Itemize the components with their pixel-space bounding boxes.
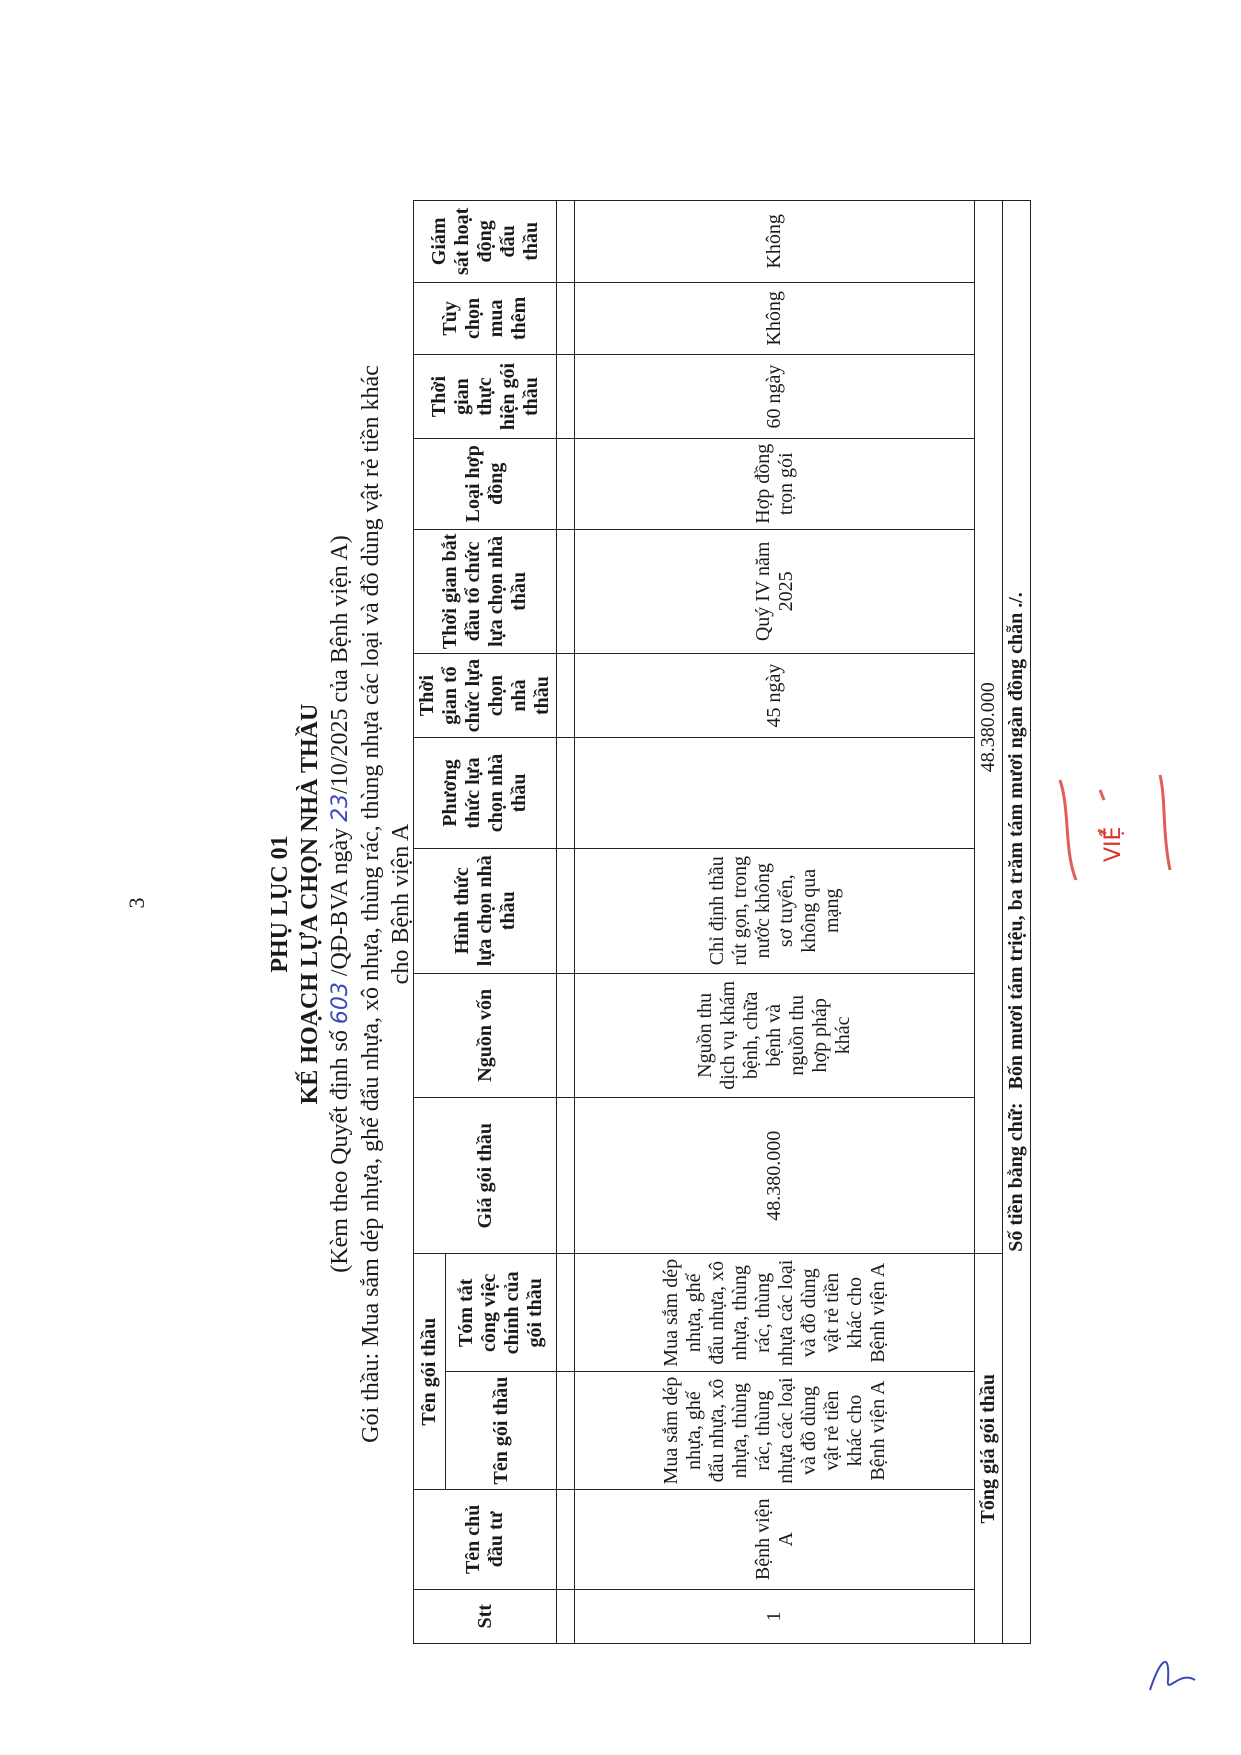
cell-form: Chỉ định thầu rút gọn, trong nước không sơ tuyển, không qua mạng [575, 848, 975, 973]
package-description: Gói thầu: Mua sắm dép nhựa, ghế đẩu nhựa, xô nhựa, thùng rác, thùng nhựa các loại và đồ dùng vật rẻ tiền khác [358, 365, 384, 1443]
header-method: Phương thức lựa chọn nhà thầu [414, 737, 557, 848]
cell-start-time: Quý IV năm 2025 [575, 529, 975, 654]
header-form: Hình thức lựa chọn nhà thầu [414, 848, 557, 973]
plan-title: KẾ HOẠCH LỰA CHỌN NHÀ THẦU [297, 703, 323, 1105]
header-stt: Stt [414, 1589, 557, 1643]
header-source: Nguồn vốn [414, 973, 557, 1098]
header-package-summary: Tóm tắt công việc chính của gói thầu [446, 1254, 557, 1372]
decision-number-handwritten: 603 [328, 982, 353, 1025]
total-value: 48.380.000 [975, 201, 1003, 1254]
stamp-text: VIỆ [1101, 826, 1126, 862]
cell-exec-time: 60 ngày [575, 355, 975, 439]
decision-reference: (Kèm theo Quyết định số 603 /QĐ-BVA ngày 23/10/2025 của Bệnh viện A) [327, 535, 353, 1273]
table-header-row [414, 201, 446, 1644]
header-start-time: Thời gian bắt đầu tổ chức lựa chọn nhà thầu [414, 529, 557, 654]
header-package-name: Tên gói thầu [446, 1372, 557, 1490]
header-package-group: Tên gói thầu [414, 1254, 446, 1490]
header-contract-type: Loại hợp đồng [414, 438, 557, 529]
header-supervision: Giám sát hoạt động đấu thầu [414, 201, 557, 283]
total-row [975, 201, 1003, 1644]
cell-price: 48.380.000 [575, 1098, 975, 1254]
words-label: Số tiền bằng chữ: [1005, 1102, 1027, 1252]
cell-investor: Bệnh viện A [575, 1489, 975, 1589]
cell-contract-type: Hợp đồng trọn gói [575, 438, 975, 529]
cell-package-summary: Mua sắm dép nhựa, ghế đẩu nhựa, xô nhựa, thùng rác, thùng nhựa các loại và đồ dùng vật rẻ tiền khác cho Bệnh viện A [575, 1254, 975, 1372]
document-header [265, 164, 416, 1644]
amount-in-words [1003, 201, 1031, 1644]
cell-supervision: Không [575, 201, 975, 283]
cell-option: Không [575, 282, 975, 354]
decision-day-handwritten: 23 [328, 793, 353, 822]
header-investor: Tên chủ đầu tư [414, 1489, 557, 1589]
table-spacer-row [557, 201, 575, 1644]
bidding-plan-table [413, 200, 1031, 1644]
table-row [575, 201, 975, 1644]
words-value: Bốn mươi tám triệu, ba trăm tám mươi ngàn đồng chẵn ./. [1005, 592, 1027, 1090]
cell-stt: 1 [575, 1589, 975, 1643]
appendix-title: PHỤ LỤC 01 [267, 835, 293, 973]
header-exec-time: Thời gian thực hiện gói thầu [414, 355, 557, 439]
cell-method [575, 737, 975, 848]
words-row [1003, 201, 1031, 1644]
cell-duration: 45 ngày [575, 654, 975, 738]
header-duration: Thời gian tổ chức lựa chọn nhà thầu [414, 654, 557, 738]
signature-mark [1140, 1640, 1200, 1700]
cell-package-name: Mua sắm dép nhựa, ghế đẩu nhựa, xô nhựa, thùng rác, thùng nhựa các loại và đồ dùng vật rẻ tiền khác cho Bệnh viện A [575, 1372, 975, 1490]
header-option: Tùy chọn mua thêm [414, 282, 557, 354]
header-price: Giá gói thầu [414, 1098, 557, 1254]
red-stamp-partial [1040, 770, 1200, 890]
package-description-line2: cho Bệnh viện A [388, 823, 414, 985]
page-number: 3 [124, 897, 149, 909]
total-label: Tổng giá gói thầu [975, 1254, 1003, 1644]
rotated-landscape-content [265, 164, 1085, 1644]
cell-source: Nguồn thu dịch vụ khám bệnh, chữa bệnh và nguồn thu hợp pháp khác [575, 973, 975, 1098]
